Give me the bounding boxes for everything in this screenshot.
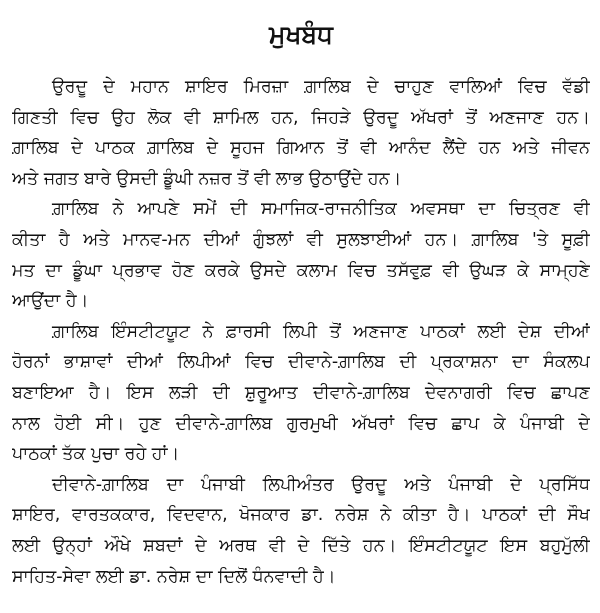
paragraph-2 <box>12 194 590 316</box>
paragraph-1 <box>12 72 590 194</box>
text-line: ਗ਼ਾਲਿਬ ਇੰਸਟੀਟਯੂਟ ਨੇ ਫ਼ਾਰਸੀ ਲਿਪੀ ਤੋਂ ਅਣਜਾਣ ਪਾਠਕਾਂ ਲਈ ਦੇਸ਼ ਦੀਆਂ <box>52 321 590 342</box>
page-title: ਮੁਖਬੰਧ <box>269 20 333 49</box>
text-line: ਗ਼ਾਲਿਬ ਨੇ ਆਪਣੇ ਸਮੇਂ ਦੀ ਸਮਾਜਿਕ-ਰਾਜਨੀਤਿਕ ਅਵਸਥਾ ਦਾ ਚਿਤ੍ਰਣ ਵੀ <box>52 199 590 220</box>
text-line: ਦੀਵਾਨੇ-ਗ਼ਾਲਿਬ ਦਾ ਪੰਜਾਬੀ ਲਿਪੀਅੰਤਰ ਉਰਦੂ ਅਤੇ ਪੰਜਾਬੀ ਦੇ ਪ੍ਰਸਿੱਧ <box>52 474 590 495</box>
paragraph-3 <box>12 317 590 470</box>
text-line: ਪਾਠਕਾਂ ਤੱਕ ਪੁਚਾ ਰਹੇ ਹਾਂ। <box>12 444 180 465</box>
text-line: ਕੀਤਾ ਹੈ ਅਤੇ ਮਾਨਵ-ਮਨ ਦੀਆਂ ਗੁੰਝਲਾਂ ਵੀ ਸੁਲਝਾਈਆਂ ਹਨ। ਗ਼ਾਲਿਬ 'ਤੇ ਸੂਫ਼ੀ <box>12 229 590 250</box>
text-line: ਸ਼ਾਇਰ, ਵਾਰਤਕਕਾਰ, ਵਿਦਵਾਨ, ਖੋਜਕਾਰ ਡਾ. ਨਰੇਸ਼ ਨੇ ਕੀਤਾ ਹੈ। ਪਾਠਕਾਂ ਦੀ ਸੌਖ <box>12 505 590 526</box>
text-line: ਬਣਾਇਆ ਹੈ। ਇਸ ਲੜੀ ਦੀ ਸ਼ੁਰੂਆਤ ਦੀਵਾਨੇ-ਗ਼ਾਲਿਬ ਦੇਵਨਾਗਰੀ ਵਿਚ ਛਾਪਣ <box>12 382 590 403</box>
text-line: ਉਰਦੂ ਦੇ ਮਹਾਨ ਸ਼ਾਇਰ ਮਿਰਜ਼ਾ ਗ਼ਾਲਿਬ ਦੇ ਚਾਹੁਣ ਵਾਲਿਆਂ ਵਿਚ ਵੱਡੀ <box>52 77 590 97</box>
text-line: ਆਉਂਦਾ ਹੈ। <box>12 291 89 312</box>
text-line: ਗਿਣਤੀ ਵਿਚ ਉਹ ਲੋਕ ਵੀ ਸ਼ਾਮਿਲ ਹਨ, ਜਿਹੜੇ ਉਰਦੂ ਅੱਖਰਾਂ ਤੋਂ ਅਣਜਾਣ ਹਨ। <box>12 107 590 128</box>
text-line: ਗ਼ਾਲਿਬ ਦੇ ਪਾਠਕ ਗ਼ਾਲਿਬ ਦੇ ਸੂਹਜ ਗਿਆਨ ਤੋਂ ਵੀ ਆਨੰਦ ਲੈਂਦੇ ਹਨ ਅਤੇ ਜੀਵਨ <box>12 138 590 159</box>
text-line: ਨਾਲ ਹੋਈ ਸੀ। ਹੁਣ ਦੀਵਾਨੇ-ਗ਼ਾਲਿਬ ਗੁਰਮੁਖੀ ਅੱਖਰਾਂ ਵਿਚ ਛਾਪ ਕੇ ਪੰਜਾਬੀ ਦੇ <box>12 413 590 434</box>
text-line: ਮਤ ਦਾ ਡੂੰਘਾ ਪ੍ਰਭਾਵ ਹੋਣ ਕਰਕੇ ਉਸਦੇ ਕਲਾਮ ਵਿਚ ਤਸੱਵੁਫ਼ ਵੀ ਉਘੜ ਕੇ ਸਾਮ੍ਹਣੇ <box>12 260 590 281</box>
text-line: ਅਤੇ ਜਗਤ ਬਾਰੇ ਉਸਦੀ ਡੂੰਘੀ ਨਜ਼ਰ ਤੋਂ ਵੀ ਲਾਭ ਉਠਾਉਂਦੇ ਹਨ। <box>12 168 402 189</box>
text-line: ਲਈ ਉਨ੍ਹਾਂ ਔਖੇ ਸ਼ਬਦਾਂ ਦੇ ਅਰਥ ਵੀ ਦੇ ਦਿੱਤੇ ਹਨ। ਇੰਸਟੀਟਯੂਟ ਇਸ ਬਹੁਮੁੱਲੀ <box>12 535 590 556</box>
paragraph-4 <box>12 470 590 592</box>
text-line: ਹੋਰਨਾਂ ਭਾਸ਼ਾਵਾਂ ਦੀਆਂ ਲਿਪੀਆਂ ਵਿਚ ਦੀਵਾਨੇ-ਗ਼ਾਲਿਬ ਦੀ ਪ੍ਰਕਾਸ਼ਨਾ ਦਾ ਸੰਕਲਪ <box>12 352 590 373</box>
text-line: ਸਾਹਿਤ-ਸੇਵਾ ਲਈ ਡਾ. ਨਰੇਸ਼ ਦਾ ਦਿਲੋਂ ਧੰਨਵਾਦੀ ਹੈ। <box>12 566 336 587</box>
